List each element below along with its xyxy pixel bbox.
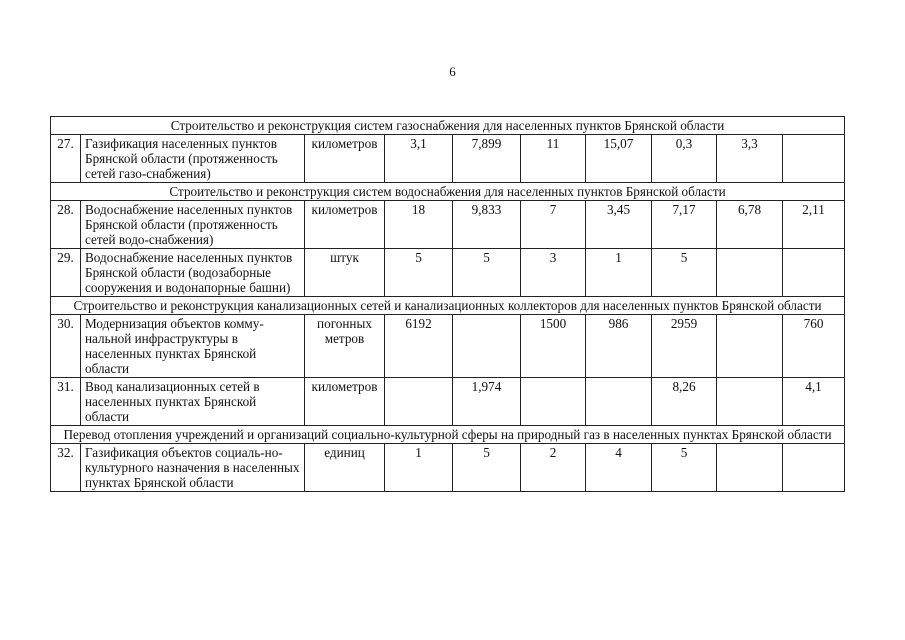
section-title: Строительство и реконструкция систем газоснабжения для населенных пунктов Брянской области xyxy=(51,117,845,135)
value-cell xyxy=(717,315,783,378)
table-row xyxy=(51,315,845,378)
table-row xyxy=(51,378,845,426)
table-row xyxy=(51,249,845,297)
value-cell: 4,1 xyxy=(783,378,845,426)
value-cell: 9,833 xyxy=(453,201,521,249)
value-cell xyxy=(783,444,845,492)
value-cell: 1,974 xyxy=(453,378,521,426)
value-cell xyxy=(783,135,845,183)
table-row xyxy=(51,201,845,249)
section-title: Строительство и реконструкция систем водоснабжения для населенных пунктов Брянской области xyxy=(51,183,845,201)
value-cell: 4 xyxy=(586,444,652,492)
value-cell: 1 xyxy=(385,444,453,492)
value-cell xyxy=(521,378,586,426)
section-row xyxy=(51,183,845,201)
value-cell: 760 xyxy=(783,315,845,378)
indicator-name: Водоснабжение населенных пунктов Брянской области (водозаборные сооружения и водонапорные башни) xyxy=(81,249,305,297)
value-cell: 7 xyxy=(521,201,586,249)
value-cell: 15,07 xyxy=(586,135,652,183)
indicator-name: Газификация населенных пунктов Брянской области (протяженность сетей газо-снабжения) xyxy=(81,135,305,183)
unit-of-measure: километров xyxy=(305,378,385,426)
value-cell xyxy=(717,378,783,426)
value-cell: 8,26 xyxy=(652,378,717,426)
value-cell: 1500 xyxy=(521,315,586,378)
value-cell: 2,11 xyxy=(783,201,845,249)
row-number: 31. xyxy=(51,378,81,426)
value-cell: 3 xyxy=(521,249,586,297)
value-cell xyxy=(717,444,783,492)
value-cell xyxy=(385,378,453,426)
value-cell: 5 xyxy=(385,249,453,297)
program-indicators-table xyxy=(50,116,845,492)
unit-of-measure: штук xyxy=(305,249,385,297)
value-cell: 6,78 xyxy=(717,201,783,249)
section-title: Перевод отопления учреждений и организаций социально-культурной сферы на природный газ в населенных пунктах Брянской области xyxy=(51,426,845,444)
row-number: 29. xyxy=(51,249,81,297)
section-title: Строительство и реконструкция канализационных сетей и канализационных коллекторов для населенных пунктов Брянской области xyxy=(51,297,845,315)
row-number: 32. xyxy=(51,444,81,492)
indicator-name: Ввод канализационных сетей в населенных пунктах Брянской области xyxy=(81,378,305,426)
row-number: 27. xyxy=(51,135,81,183)
value-cell: 7,899 xyxy=(453,135,521,183)
value-cell: 5 xyxy=(652,444,717,492)
value-cell: 2959 xyxy=(652,315,717,378)
row-number: 28. xyxy=(51,201,81,249)
value-cell: 1 xyxy=(586,249,652,297)
row-number: 30. xyxy=(51,315,81,378)
value-cell: 2 xyxy=(521,444,586,492)
section-row xyxy=(51,426,845,444)
table-body xyxy=(51,117,845,492)
page-number: 6 xyxy=(449,64,456,79)
section-row xyxy=(51,297,845,315)
value-cell: 18 xyxy=(385,201,453,249)
value-cell xyxy=(783,249,845,297)
table-row xyxy=(51,135,845,183)
value-cell: 3,1 xyxy=(385,135,453,183)
unit-of-measure: погонных метров xyxy=(305,315,385,378)
value-cell: 5 xyxy=(453,444,521,492)
indicator-name: Водоснабжение населенных пунктов Брянской области (протяженность сетей водо-снабжения) xyxy=(81,201,305,249)
unit-of-measure: километров xyxy=(305,135,385,183)
indicator-name: Модернизация объектов комму-нальной инфраструктуры в населенных пунктах Брянской области xyxy=(81,315,305,378)
value-cell xyxy=(717,249,783,297)
value-cell: 5 xyxy=(453,249,521,297)
unit-of-measure: километров xyxy=(305,201,385,249)
value-cell: 3,45 xyxy=(586,201,652,249)
value-cell: 986 xyxy=(586,315,652,378)
section-row xyxy=(51,117,845,135)
value-cell: 6192 xyxy=(385,315,453,378)
value-cell xyxy=(586,378,652,426)
value-cell: 0,3 xyxy=(652,135,717,183)
indicator-name: Газификация объектов социаль-но-культурного назначения в населенных пунктах Брянской области xyxy=(81,444,305,492)
value-cell: 3,3 xyxy=(717,135,783,183)
value-cell: 7,17 xyxy=(652,201,717,249)
value-cell: 11 xyxy=(521,135,586,183)
table-row xyxy=(51,444,845,492)
value-cell: 5 xyxy=(652,249,717,297)
unit-of-measure: единиц xyxy=(305,444,385,492)
value-cell xyxy=(453,315,521,378)
